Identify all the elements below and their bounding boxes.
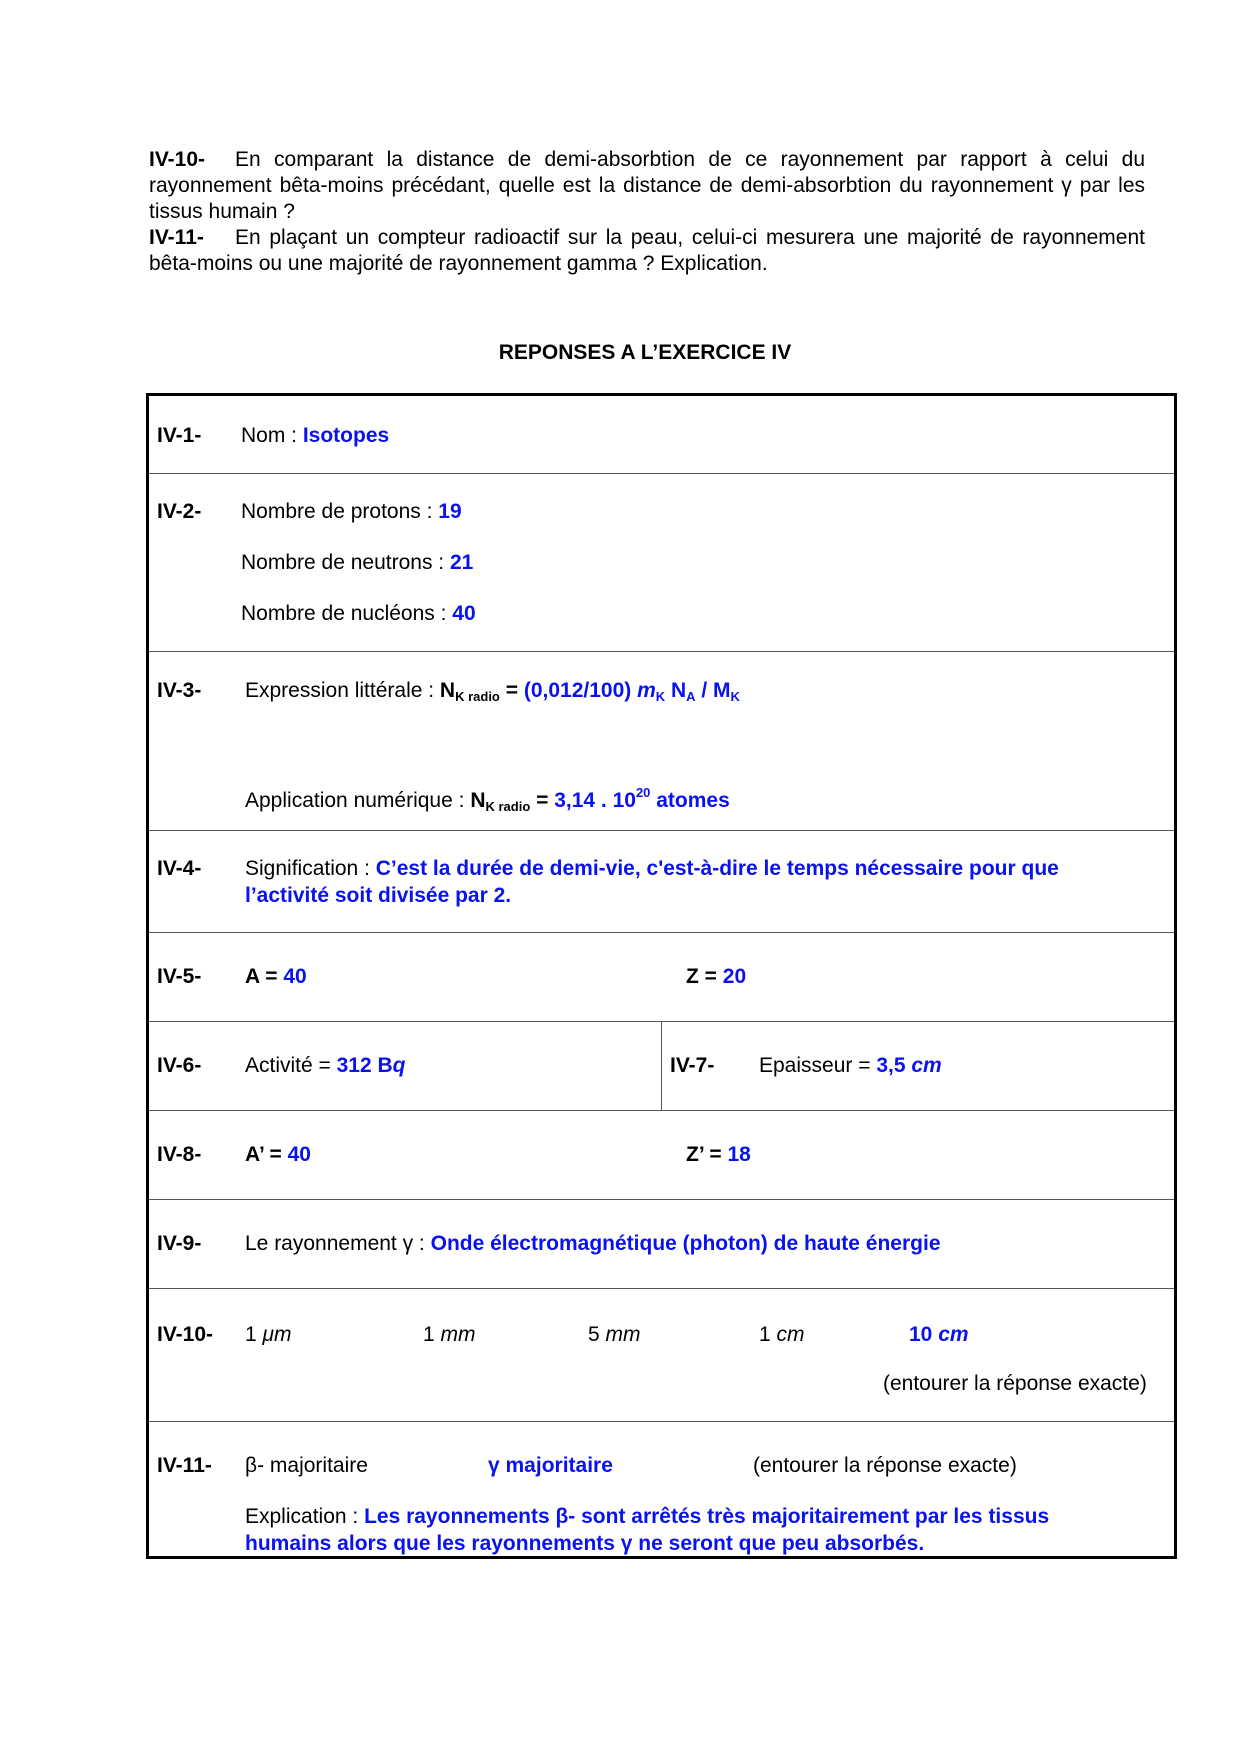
section-title: REPONSES A L’EXERCICE IV [498, 341, 792, 364]
option-1-cm: 1 cm [759, 1323, 805, 1346]
answer-nucleons: Nombre de nucléons : 40 [241, 602, 476, 625]
row-label: IV-3- [157, 679, 202, 702]
row-label: IV-8- [157, 1143, 202, 1166]
option-10-cm-correct: 10 cm [909, 1323, 969, 1346]
option-gamma-correct: γ majoritaire [488, 1454, 613, 1477]
answer-z: Z = 20 [686, 965, 747, 988]
row-label: IV-7- [670, 1054, 715, 1077]
row-label: IV-2- [157, 500, 202, 523]
question-text: En plaçant un compteur radioactif sur la peau, celui-ci mesurera une majorité de rayonnement bêta-moins ou une majorité de rayonnement gamma ? Explication. [149, 226, 1145, 275]
row-label: IV-1- [157, 424, 202, 447]
row-divider [149, 830, 1174, 831]
answer-application: Application numérique : $N_{K radio} = 3,14$ . $10^{20}$ atomes [245, 785, 730, 814]
question-iv10 [149, 147, 1145, 225]
option-1-mm: 1 mm [423, 1323, 476, 1346]
question-text: En comparant la distance de demi-absorbtion de ce rayonnement par rapport à celui du rayonnement bêta-moins précédant, quelle est la distance de demi-absorbtion du rayonnement γ par les tissus humain ? [149, 148, 1145, 223]
answer-neutrons: Nombre de neutrons : 21 [241, 551, 474, 574]
row-label: IV-4- [157, 857, 202, 880]
row-label: IV-6- [157, 1054, 202, 1077]
answer-explication: Explication : Les rayonnements β- sont arrêtés très majoritairement par les tissus [245, 1505, 1050, 1528]
row-label: IV-9- [157, 1232, 202, 1255]
column-divider [661, 1021, 662, 1110]
answer-epaisseur: Epaisseur = 3,5 cm [759, 1054, 942, 1077]
answer-z-prime: Z’ = 18 [686, 1143, 751, 1166]
row-divider [149, 651, 1174, 652]
row-divider [149, 1199, 1174, 1200]
answer-rayonnement: Le rayonnement γ : Onde électromagnétique (photon) de haute énergie [245, 1232, 941, 1255]
answer-signification-cont: l’activité soit divisée par 2. [245, 884, 512, 907]
answers-table [146, 393, 1177, 1559]
answer-a-prime: A’ = 40 [245, 1143, 311, 1166]
instruction-note: (entourer la réponse exacte) [753, 1454, 1017, 1477]
questions-block [149, 147, 1145, 277]
answer-iv1: Nom : Isotopes [241, 424, 390, 447]
row-divider [149, 1110, 1174, 1111]
row-label: IV-5- [157, 965, 202, 988]
question-number: IV-10- [149, 148, 206, 171]
answer-protons: Nombre de protons : 19 [241, 500, 462, 523]
question-iv11 [149, 225, 1145, 277]
answer-a: A = 40 [245, 965, 307, 988]
answer-signification: Signification : C’est la durée de demi-vie, c'est-à-dire le temps nécessaire pour que [245, 857, 1059, 880]
option-5-mm: 5 mm [588, 1323, 641, 1346]
question-number: IV-11- [149, 226, 204, 249]
row-divider [149, 1421, 1174, 1422]
answer-expression: Expression littérale : $N_{K radio} = (0,012/100)$ $m_K$ $N_A / M_K$ [245, 679, 740, 704]
row-divider [149, 473, 1174, 474]
instruction-note: (entourer la réponse exacte) [883, 1372, 1147, 1395]
option-beta: β- majoritaire [245, 1454, 368, 1477]
answer-explication-cont: humains alors que les rayonnements γ ne seront que peu absorbés. [245, 1532, 925, 1555]
option-1-um: 1 μm [245, 1323, 292, 1346]
answer-activite: Activité = 312 Bq [245, 1054, 406, 1077]
row-divider [149, 932, 1174, 933]
row-divider [149, 1288, 1174, 1289]
row-label: IV-11- [157, 1454, 212, 1477]
row-label: IV-10- [157, 1323, 214, 1346]
